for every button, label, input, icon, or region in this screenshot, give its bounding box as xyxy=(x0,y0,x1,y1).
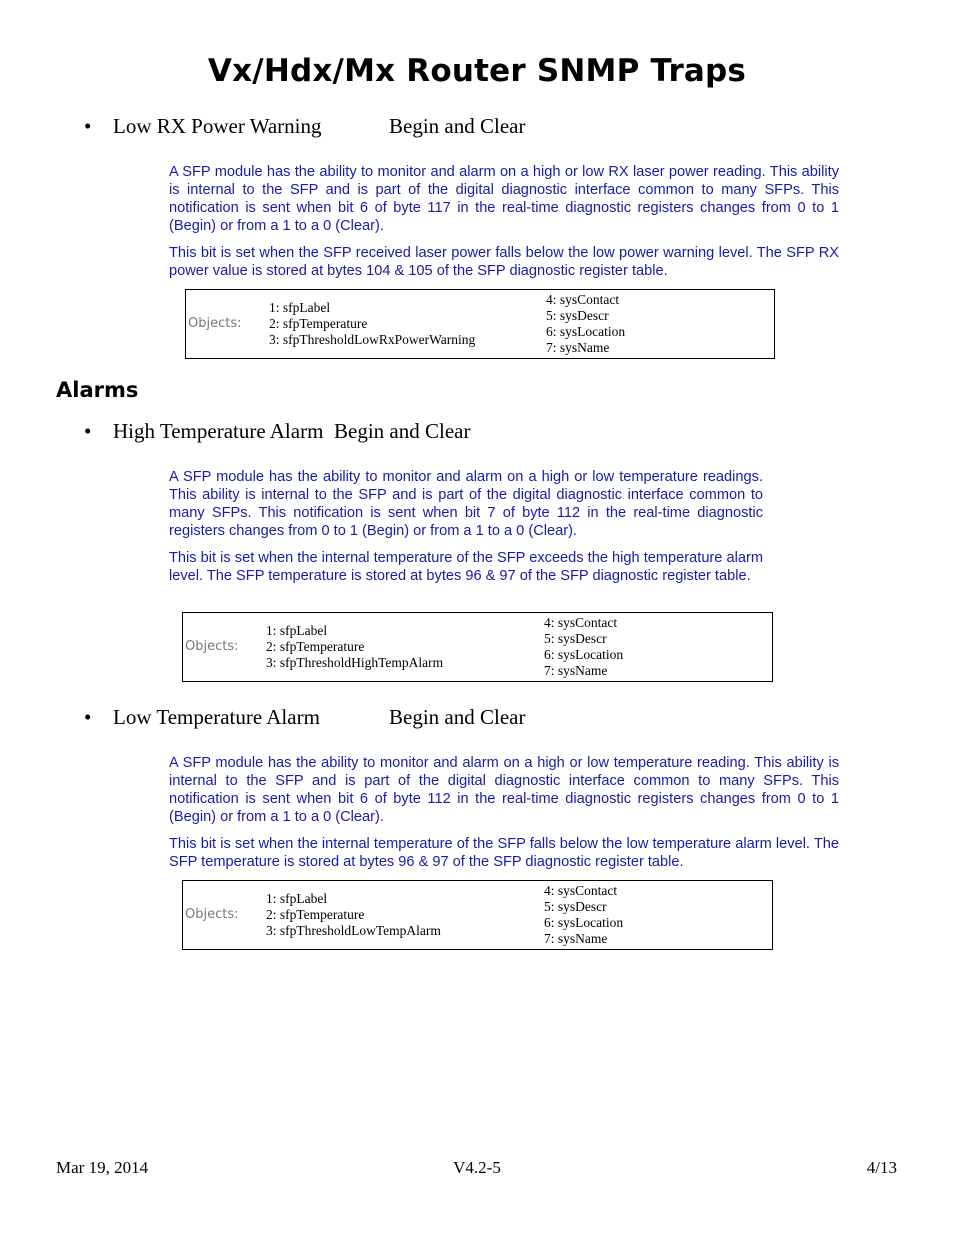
trap-detail: This bit is set when the internal temperature of the SFP exceeds the high temperature alarm level. The SFP temperature is stored at bytes 96 & 97 of the SFP diagnostic register table. xyxy=(169,550,763,584)
object-item: 6: sysLocation xyxy=(546,324,626,339)
object-item: 3: sfpThresholdLowRxPowerWarning xyxy=(269,332,476,347)
objects-right-column xyxy=(544,615,623,679)
footer-version: V4.2-5 xyxy=(453,1158,501,1177)
trap-heading-high-temp-alarm xyxy=(0,417,954,445)
object-item: 5: sysDescr xyxy=(546,308,609,323)
object-item: 3: sfpThresholdLowTempAlarm xyxy=(266,923,441,938)
object-item: 7: sysName xyxy=(546,340,610,355)
object-item: 1: sfpLabel xyxy=(266,891,328,906)
objects-table xyxy=(185,289,775,359)
bullet-icon: • xyxy=(84,114,92,138)
trap-detail: This bit is set when the SFP received laser power falls below the low power warning level. The SFP RX power value is stored at bytes 104 & 105 of the SFP diagnostic register table. xyxy=(169,245,839,279)
object-item: 4: sysContact xyxy=(544,883,618,898)
objects-label: Objects: xyxy=(185,907,239,922)
objects-table xyxy=(182,612,773,682)
objects-right-column xyxy=(544,883,623,947)
object-item: 1: sfpLabel xyxy=(269,300,331,315)
trap-name: Low RX Power Warning xyxy=(113,114,322,138)
footer-page-number: 4/13 xyxy=(866,1158,897,1177)
objects-right-column xyxy=(546,292,625,356)
object-item: 2: sfpTemperature xyxy=(266,907,365,922)
trap-name: Low Temperature Alarm xyxy=(113,705,320,729)
trap-event: Begin and Clear xyxy=(334,419,471,443)
object-item: 4: sysContact xyxy=(546,292,620,307)
object-item: 1: sfpLabel xyxy=(266,623,328,638)
trap-heading-low-rx-power xyxy=(0,112,954,140)
objects-left-column xyxy=(269,300,475,348)
trap-event: Begin and Clear xyxy=(389,114,526,138)
objects-left-column xyxy=(266,623,443,671)
objects-label: Objects: xyxy=(188,316,242,331)
trap-description: A SFP module has the ability to monitor and alarm on a high or low RX laser power reading. This ability is internal to the SFP and is part of the digital diagnostic interface common to many SFPs. This notification is sent when bit 6 of byte 117 in the real-time diagnostic registers changes from 0 to 1 (Begin) or from a 1 to a 0 (Clear). xyxy=(169,164,839,234)
bullet-icon: • xyxy=(84,705,92,729)
object-item: 7: sysName xyxy=(544,931,608,946)
object-item: 7: sysName xyxy=(544,663,608,678)
objects-table xyxy=(182,880,773,950)
objects-left-column xyxy=(266,891,441,939)
trap-description: A SFP module has the ability to monitor and alarm on a high or low temperature readings. This ability is internal to the SFP and is part of the digital diagnostic interface common to many SFPs. This notification is sent when bit 7 of byte 112 in the real-time diagnostic registers changes from 0 to 1 (Begin) or from a 1 to a 0 (Clear). xyxy=(169,469,763,539)
bullet-icon: • xyxy=(84,419,92,443)
trap-description: A SFP module has the ability to monitor and alarm on a high or low temperature reading. This ability is internal to the SFP and is part of the digital diagnostic interface common to many SFPs. This notification is sent when bit 6 of byte 112 in the real-time diagnostic registers changes from 0 to 1 (Begin) or from a 1 to a 0 (Clear). xyxy=(169,755,839,825)
trap-detail: This bit is set when the internal temperature of the SFP falls below the low temperature alarm level. The SFP temperature is stored at bytes 96 & 97 of the SFP diagnostic register table. xyxy=(169,836,839,870)
object-item: 6: sysLocation xyxy=(544,647,624,662)
page-title: Vx/Hdx/Mx Router SNMP Traps xyxy=(207,53,747,89)
object-item: 2: sfpTemperature xyxy=(269,316,368,331)
object-item: 2: sfpTemperature xyxy=(266,639,365,654)
objects-label: Objects: xyxy=(185,639,239,654)
object-item: 4: sysContact xyxy=(544,615,618,630)
trap-event: Begin and Clear xyxy=(389,705,526,729)
section-heading-alarms: Alarms xyxy=(56,378,139,402)
footer-date: Mar 19, 2014 xyxy=(56,1158,149,1177)
object-item: 3: sfpThresholdHighTempAlarm xyxy=(266,655,444,670)
trap-heading-low-temp-alarm xyxy=(0,703,954,731)
object-item: 6: sysLocation xyxy=(544,915,624,930)
object-item: 5: sysDescr xyxy=(544,899,607,914)
object-item: 5: sysDescr xyxy=(544,631,607,646)
trap-name: High Temperature Alarm xyxy=(113,419,324,443)
